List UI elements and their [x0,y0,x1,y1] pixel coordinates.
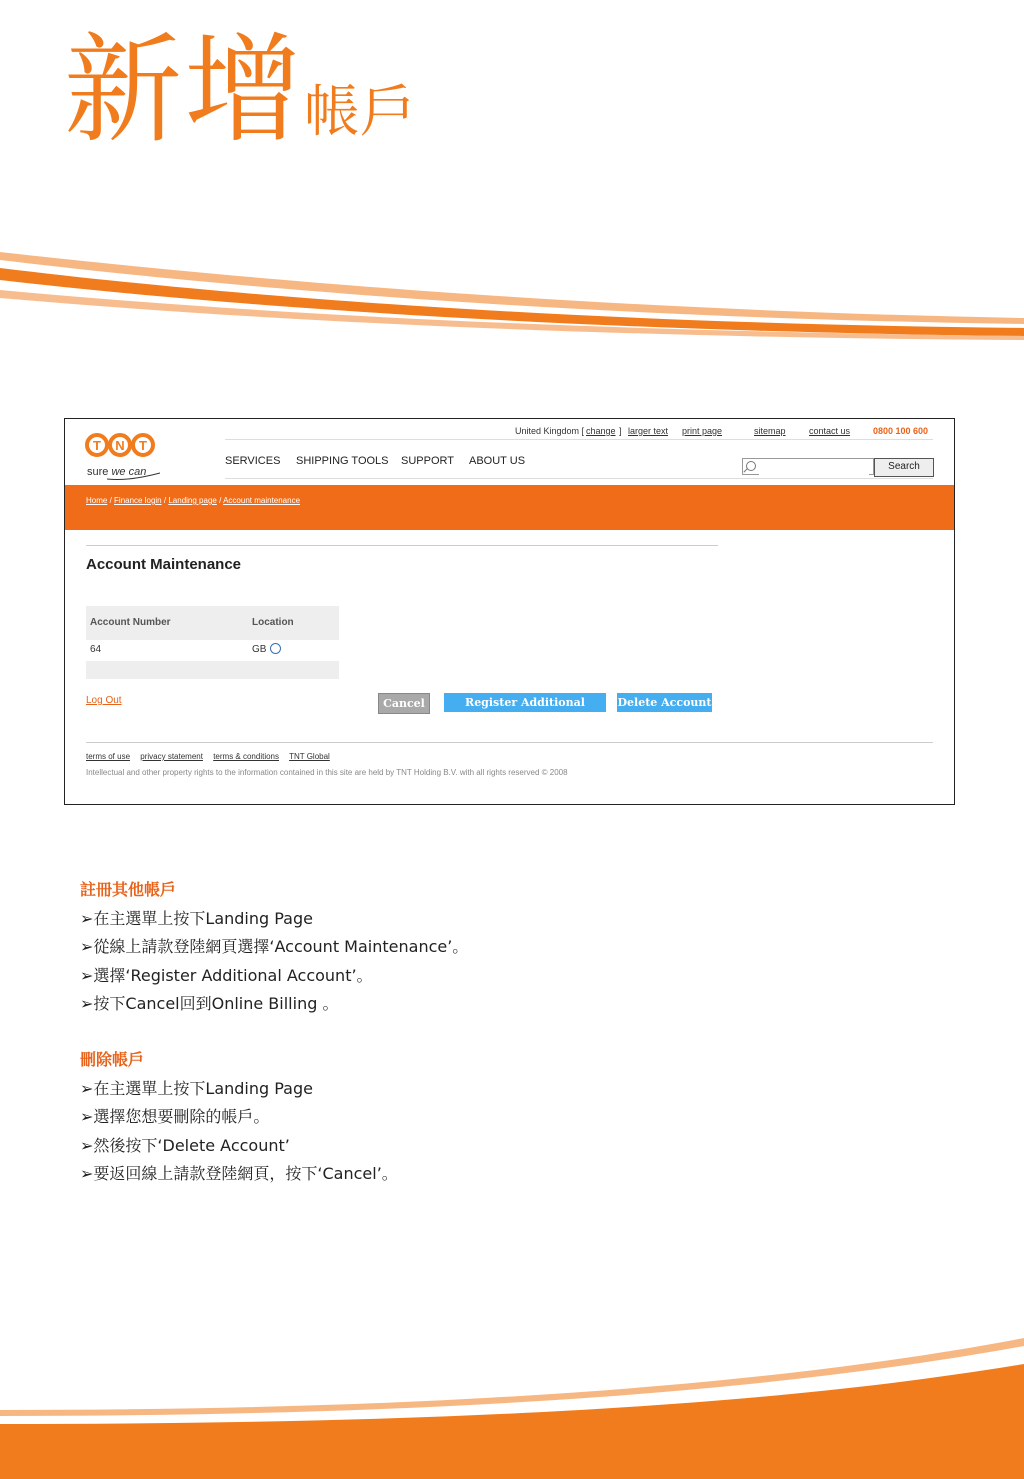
register-heading: 註冊其他帳戶 [80,880,177,899]
delete-heading: 刪除帳戶 [80,1050,145,1069]
bottom-swoosh-decoration [0,1330,1024,1479]
print-page-link[interactable]: print page [682,426,723,436]
svg-text:T: T [93,438,101,453]
footer-divider [86,742,933,743]
breadcrumb-finance-login[interactable]: Finance login [114,496,162,505]
column-header-location: Location [248,606,339,640]
content-divider [86,545,718,546]
breadcrumb-separator: / [219,496,222,505]
page-title-sub: 帳戶 [304,80,417,145]
breadcrumb-separator: / [109,496,112,505]
contact-us-link[interactable]: contact us [809,426,851,436]
phone-number: 0800 100 600 [873,426,929,436]
instruction-step: ➢選擇‘Register Additional Account’。 [80,965,373,985]
table-footer-row [86,661,339,679]
delete-instructions [80,1046,398,1189]
column-header-account-number: Account Number [86,606,250,640]
larger-text-link[interactable]: larger text [628,426,669,436]
instruction-step: ➢從線上請款登陸網頁選擇‘Account Maintenance’。 [80,937,469,956]
svg-text:T: T [139,438,147,453]
account-number-cell: 64 [90,644,102,655]
tnt-logo[interactable] [85,431,165,481]
copyright-text: Intellectual and other property rights to the information contained in this site are held by TNT Holding B.V. with all rights reserved © 2008 [86,768,568,777]
instruction-step: ➢要返回線上請款登陸網頁，按下‘Cancel’。 [80,1164,398,1183]
register-additional-account-button[interactable]: Register Additional Account [444,693,606,712]
location-cell [252,640,281,660]
instruction-step: ➢在主選單上按下Landing Page [80,908,313,928]
svg-text:N: N [115,438,125,453]
footer-privacy-statement[interactable]: privacy statement [140,752,203,761]
sitemap-link[interactable]: sitemap [754,426,786,436]
breadcrumb-separator: / [163,496,167,505]
breadcrumb [86,496,300,505]
country-label: United Kingdom [ [515,426,585,436]
breadcrumb-account-maintenance[interactable]: Account maintenance [223,496,301,505]
register-instructions [80,876,468,1019]
search-field[interactable] [742,458,874,475]
instruction-step: ➢按下Cancel回到Online Billing 。 [80,994,339,1013]
nav-divider [225,478,933,479]
page-title-main: 新增 [64,21,305,159]
breadcrumb-home[interactable]: Home [86,496,108,505]
svg-text:sure we can: sure we can [87,466,147,478]
nav-shipping-tools[interactable]: SHIPPING TOOLS [296,455,389,467]
country-close-bracket: ] [619,426,622,436]
logout-link[interactable]: Log Out [86,695,122,706]
search-button[interactable]: Search [874,458,934,477]
change-country-link[interactable]: change [586,426,616,436]
page-title [64,20,416,160]
nav-about-us[interactable]: ABOUT US [469,455,526,467]
account-maintenance-heading: Account Maintenance [86,556,242,573]
account-select-radio[interactable] [270,643,281,654]
instruction-step: ➢然後按下‘Delete Account’ [80,1135,290,1155]
footer-terms-of-use[interactable]: terms of use [86,752,131,761]
footer-tnt-global[interactable]: TNT Global [289,752,330,761]
utility-bar [225,421,933,440]
tnt-screenshot [64,418,955,805]
delete-account-button[interactable]: Delete Account [617,693,712,712]
location-value: GB [252,644,267,655]
instruction-step: ➢在主選單上按下Landing Page [80,1078,313,1098]
search-icon [746,461,756,471]
top-swoosh-decoration [0,240,1024,350]
footer-links [86,752,338,761]
footer-terms-conditions[interactable]: terms & conditions [213,752,279,761]
breadcrumb-landing-page[interactable]: Landing page [168,496,217,505]
nav-support[interactable]: SUPPORT [401,455,454,467]
instruction-step: ➢選擇您想要刪除的帳戶。 [80,1107,270,1126]
breadcrumb-bar [65,485,954,530]
cancel-button[interactable]: Cancel [378,693,430,714]
nav-services[interactable]: SERVICES [225,455,281,467]
search-input[interactable] [759,463,869,476]
